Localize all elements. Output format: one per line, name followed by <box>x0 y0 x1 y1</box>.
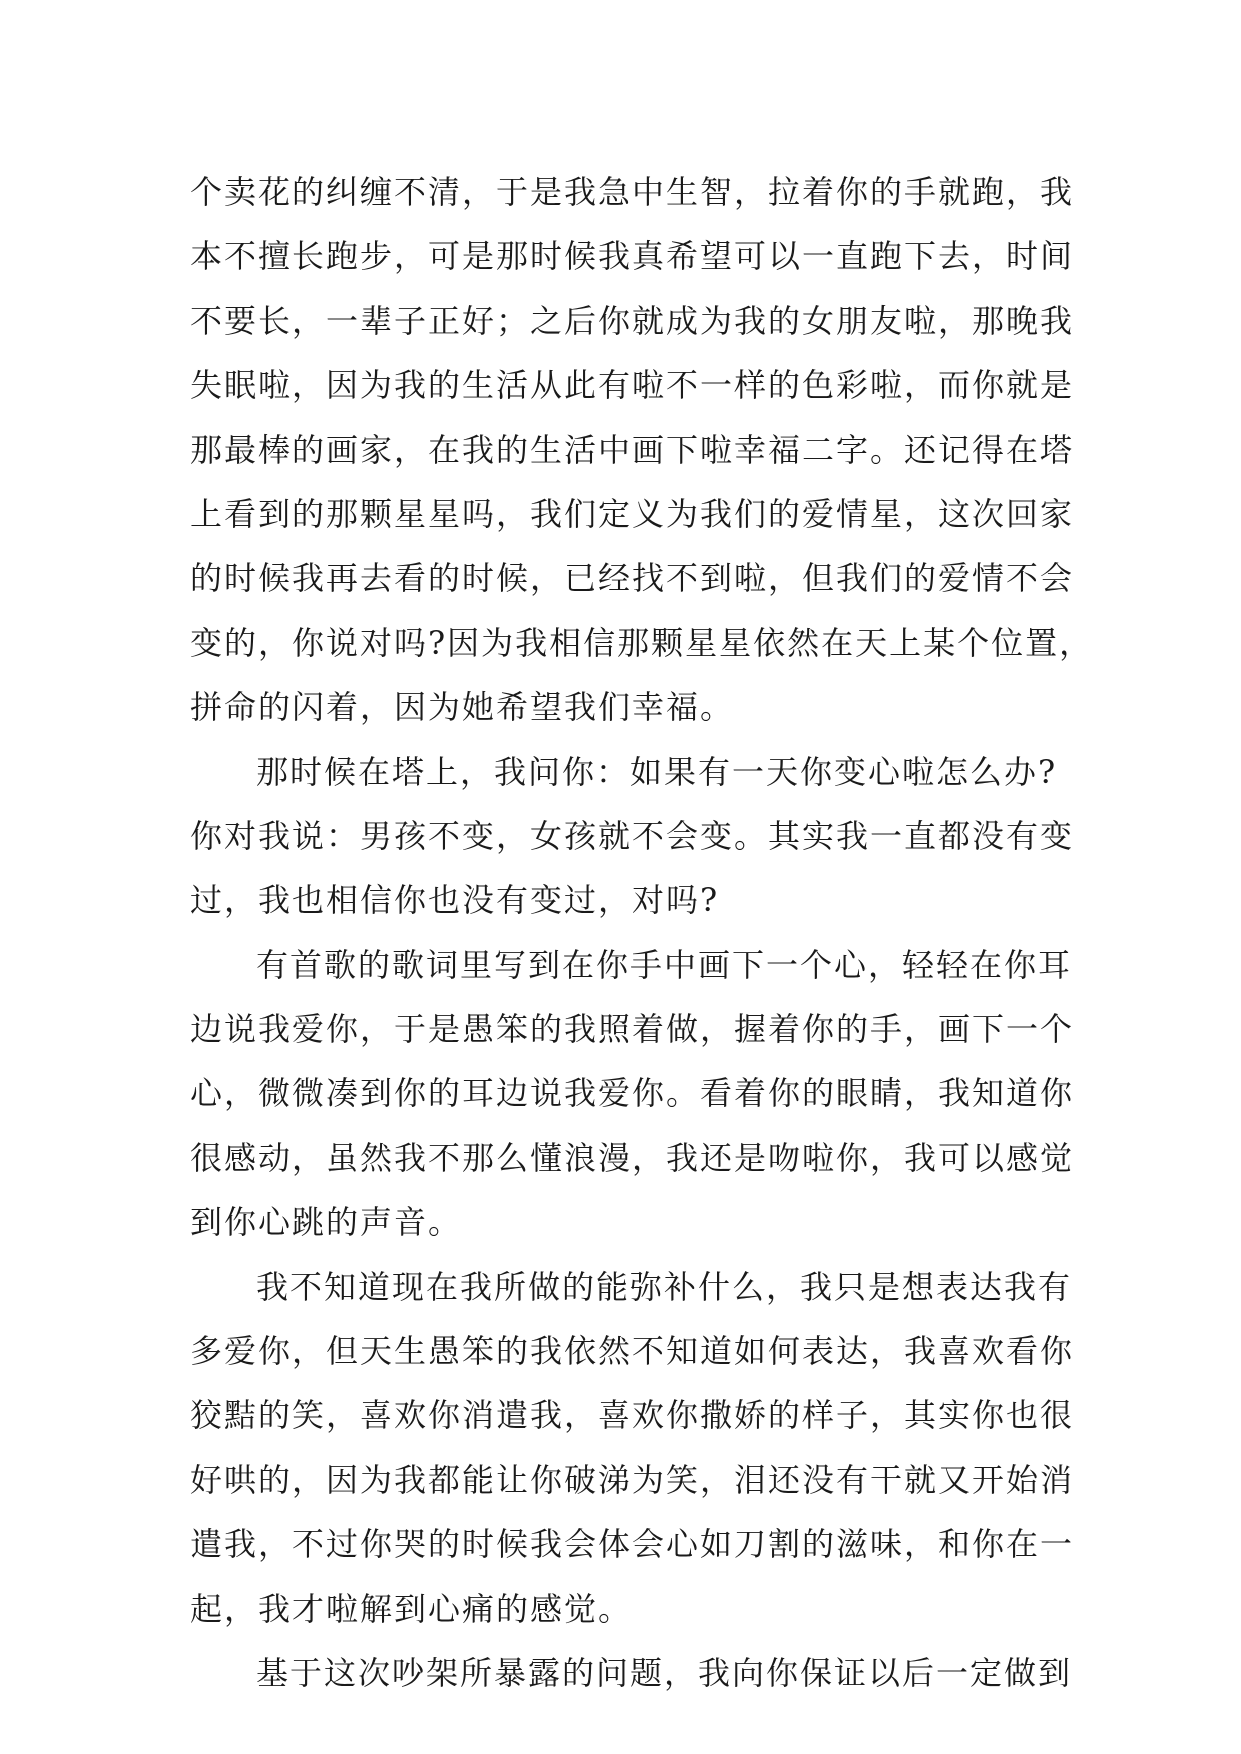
text-line: 不要长，一辈子正好；之后你就成为我的女朋友啦，那晚我 <box>190 301 1075 340</box>
text-line: 有首歌的歌词里写到在你手中画下一个心，轻轻在你耳 <box>256 945 1073 984</box>
text-line: 拼命的闪着，因为她希望我们幸福。 <box>190 688 735 727</box>
text-line: 好哄的，因为我都能让你破涕为笑，泪还没有干就又开始消 <box>190 1460 1075 1499</box>
text-line: 那时候在塔上，我问你：如果有一天你变心啦怎么办? <box>256 752 1058 791</box>
text-line: 边说我爱你，于是愚笨的我照着做，握着你的手，画下一个 <box>190 1010 1075 1049</box>
text-line: 过，我也相信你也没有变过，对吗? <box>190 881 720 920</box>
text-line: 多爱你，但天生愚笨的我依然不知道如何表达，我喜欢看你 <box>190 1332 1075 1371</box>
body-text <box>190 160 1094 1705</box>
text-line: 很感动，虽然我不那么懂浪漫，我还是吻啦你，我可以感觉 <box>190 1138 1075 1177</box>
text-line: 遣我，不过你哭的时候我会体会心如刀割的滋味，和你在一 <box>190 1525 1075 1564</box>
text-line: 你对我说：男孩不变，女孩就不会变。其实我一直都没有变 <box>190 816 1075 855</box>
text-line: 变的，你说对吗?因为我相信那颗星星依然在天上某个位置， <box>190 623 1094 662</box>
text-line: 我不知道现在我所做的能弥补什么，我只是想表达我有 <box>256 1267 1073 1306</box>
text-line: 个卖花的纠缠不清，于是我急中生智，拉着你的手就跑，我 <box>190 173 1075 211</box>
text-line: 失眠啦，因为我的生活从此有啦不一样的色彩啦，而你就是 <box>190 366 1075 405</box>
text-line: 上看到的那颗星星吗，我们定义为我们的爱情星，这次回家 <box>190 494 1075 533</box>
text-line: 起，我才啦解到心痛的感觉。 <box>190 1589 633 1628</box>
text-line: 到你心跳的声音。 <box>190 1203 463 1242</box>
text-line: 的时候我再去看的时候，已经找不到啦，但我们的爱情不会 <box>190 559 1075 598</box>
text-line: 本不擅长跑步，可是那时候我真希望可以一直跑下去，时间 <box>190 237 1075 276</box>
text-line: 心，微微凑到你的耳边说我爱你。看着你的眼睛，我知道你 <box>190 1074 1075 1113</box>
text-line: 那最棒的画家，在我的生活中画下啦幸福二字。还记得在塔 <box>190 430 1075 469</box>
text-line: 狡黠的笑，喜欢你消遣我，喜欢你撒娇的样子，其实你也很 <box>190 1396 1075 1435</box>
text-line: 基于这次吵架所暴露的问题，我向你保证以后一定做到 <box>256 1653 1073 1692</box>
